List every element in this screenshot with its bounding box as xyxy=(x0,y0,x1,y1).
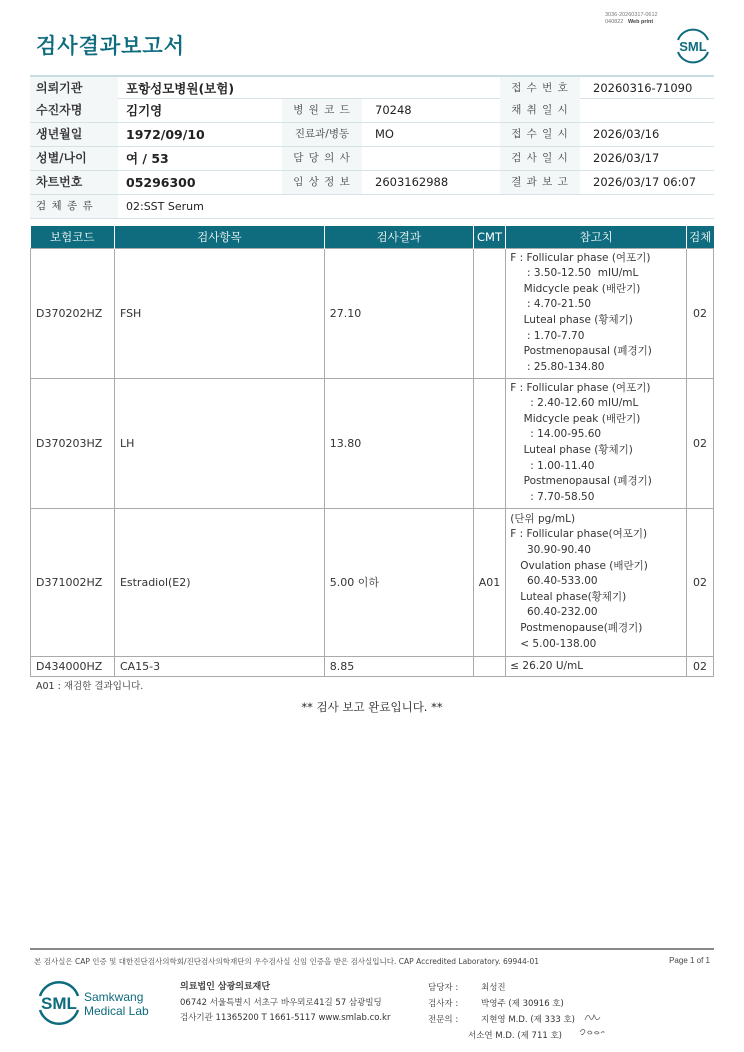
row-item: CA15-3 xyxy=(114,656,324,677)
row-reference: F : Follicular phase (여포기) : 3.50-12.50 mIU/mL Midcycle peak (배란기) : 4.70-21.50 Luteal phase (황체기) : 1.70-7.70 Postmenopausal (폐경기) : 25.80-134.80 xyxy=(506,248,687,378)
row-result: 8.85 xyxy=(324,656,473,677)
org-name: 의료법인 삼광의료재단 xyxy=(180,982,271,992)
sex-age-value: 여 / 53 xyxy=(126,151,169,166)
staff-info xyxy=(428,980,575,1044)
header-cmt: CMT xyxy=(473,226,506,248)
org-address: 06742 서울특별시 서초구 바우뫼로41길 57 삼광빌딩 xyxy=(180,997,382,1008)
table-row xyxy=(31,248,714,378)
row-item: Estradiol(E2) xyxy=(114,508,324,656)
samkwang-logo-icon xyxy=(36,978,196,1026)
manager-line xyxy=(428,980,575,996)
receipt-date-value: 2026/03/16 xyxy=(593,127,660,141)
row-code: D370203HZ xyxy=(31,378,115,508)
clinical-label: 임 상 정 보 xyxy=(282,171,362,194)
report-label: 결 과 보 고 xyxy=(500,171,580,194)
requester-value: 포항성모병원(보험) xyxy=(126,81,235,96)
row-specimen: 02 xyxy=(687,656,714,677)
patient-info-table xyxy=(30,75,714,219)
logo-line1: Samkwang xyxy=(84,990,144,1004)
logo-line2: Medical Lab xyxy=(84,1004,149,1018)
print-mode: Web print xyxy=(627,19,654,25)
receipt-no-label: 접 수 번 호 xyxy=(500,77,580,100)
row-result: 27.10 xyxy=(324,248,473,378)
info-row xyxy=(30,147,714,171)
expert1-value: 지현영 M.D. (제 333 호) xyxy=(481,1015,576,1025)
hospital-code-label: 병 원 코 드 xyxy=(282,99,362,122)
dept-label: 진료과/병동 xyxy=(282,123,362,146)
expert-label: 전문의 : xyxy=(428,1015,459,1025)
row-reference: ≤ 26.20 U/mL xyxy=(506,656,687,677)
row-specimen: 02 xyxy=(687,248,714,378)
footer-divider xyxy=(30,948,714,950)
hospital-code-value: 70248 xyxy=(375,103,412,117)
report-value: 2026/03/17 06:07 xyxy=(593,175,697,189)
retest-note: A01 : 재검한 결과입니다. xyxy=(36,681,144,692)
sex-age-label: 성별/나이 xyxy=(30,147,118,170)
collect-date-label: 채 취 일 시 xyxy=(500,99,580,122)
document-code xyxy=(605,12,658,26)
birth-label: 생년월일 xyxy=(30,123,118,146)
birth-value: 1972/09/10 xyxy=(126,127,205,142)
info-row xyxy=(30,99,714,123)
row-cmt: A01 xyxy=(473,508,506,656)
doc-code-line1: 3036-20260317-0612 xyxy=(605,12,658,18)
row-specimen: 02 xyxy=(687,378,714,508)
info-row xyxy=(30,123,714,147)
expert-line xyxy=(428,1012,575,1028)
info-row xyxy=(30,75,714,99)
header-item: 검사항목 xyxy=(114,226,324,248)
patient-label: 수진자명 xyxy=(30,99,118,122)
row-cmt xyxy=(473,378,506,508)
table-row xyxy=(31,378,714,508)
row-reference: (단위 pg/mL) F : Follicular phase(여포기) 30.90-90.40 Ovulation phase (배란기) 60.40-533.00 Luteal phase(황체기) 60.40-232.00 Postmenopause(폐경기) < 5.00-138.00 xyxy=(506,508,687,656)
tester-label: 검사자 : xyxy=(428,999,459,1009)
expert2-value: 서소연 M.D. (제 711 호) xyxy=(468,1031,563,1041)
table-row xyxy=(31,508,714,656)
page-number: Page 1 of 1 xyxy=(669,956,710,965)
header-specimen: 검체 xyxy=(687,226,714,248)
row-result: 13.80 xyxy=(324,378,473,508)
org-contact: 검사기관 11365200 T 1661-5117 www.smlab.co.kr xyxy=(180,1013,391,1023)
chart-value: 05296300 xyxy=(126,175,196,190)
results-table xyxy=(30,226,714,677)
doctor-label: 담 당 의 사 xyxy=(282,147,362,170)
receipt-date-label: 접 수 일 시 xyxy=(500,123,580,146)
row-code: D371002HZ xyxy=(31,508,115,656)
sml-logo-icon xyxy=(672,26,714,64)
row-code: D434000HZ xyxy=(31,656,115,677)
signature-icon xyxy=(578,1024,606,1038)
row-result: 5.00 이하 xyxy=(324,508,473,656)
organization-info xyxy=(180,980,390,1027)
info-row xyxy=(30,195,714,219)
requester-label: 의뢰기관 xyxy=(30,77,118,100)
page-title: 검사결과보고서 xyxy=(36,34,186,58)
doc-code-line2 xyxy=(605,19,658,26)
chart-label: 차트번호 xyxy=(30,171,118,194)
specimen-label: 검 체 종 류 xyxy=(30,195,118,218)
dept-value: MO xyxy=(375,127,394,141)
row-cmt xyxy=(473,248,506,378)
patient-value: 김기영 xyxy=(126,103,163,118)
row-item: FSH xyxy=(114,248,324,378)
table-row xyxy=(31,656,714,677)
row-cmt xyxy=(473,656,506,677)
row-item: LH xyxy=(114,378,324,508)
row-code: D370202HZ xyxy=(31,248,115,378)
manager-label: 담당자 : xyxy=(428,983,459,993)
test-date-value: 2026/03/17 xyxy=(593,151,660,165)
doc-code-number: 040822 xyxy=(605,19,624,25)
header-result: 검사결과 xyxy=(324,226,473,248)
clinical-value: 2603162988 xyxy=(375,175,449,189)
tester-value: 박영주 (제 30916 호) xyxy=(481,999,564,1009)
specimen-value: 02:SST Serum xyxy=(126,200,204,213)
receipt-no-value: 20260316-71090 xyxy=(593,81,693,95)
certification-text: 본 검사실은 CAP 인증 및 대한진단검사의학회/진단검사의학재단의 우수검사실 신임 인증을 받은 검사실입니다. CAP Accredited Laboratory. 69944-01 xyxy=(34,957,540,966)
row-reference: F : Follicular phase (여포기) : 2.40-12.60 mIU/mL Midcycle peak (배란기) : 14.00-95.60 Luteal phase (황체기) : 1.00-11.40 Postmenopausal (폐경기) : 7.70-58.50 xyxy=(506,378,687,508)
logo-top-text: SML xyxy=(679,39,707,54)
info-row xyxy=(30,171,714,195)
header-reference: 참고치 xyxy=(506,226,687,248)
row-specimen: 02 xyxy=(687,508,714,656)
logo-sml-text: SML xyxy=(41,994,77,1013)
manager-value: 최성진 xyxy=(481,983,506,993)
report-complete-text: ** 검사 보고 완료입니다. ** xyxy=(301,700,443,714)
signature-icon xyxy=(582,1010,602,1024)
header-code: 보험코드 xyxy=(31,226,115,248)
test-date-label: 검 사 일 시 xyxy=(500,147,580,170)
tester-line xyxy=(428,996,575,1012)
results-header-row xyxy=(31,226,714,248)
